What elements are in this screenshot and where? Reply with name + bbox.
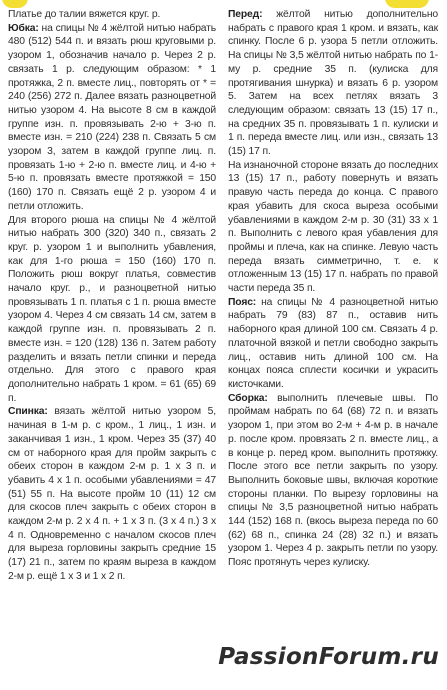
section-heading-front: Перед: [228,9,263,20]
section-heading-skirt: Юбка: [8,22,39,34]
back-section [8,405,216,583]
front-paragraph-1: жёлтой нитью дополнительно набрать с правого края 1 кром. и вязать, как спинку. После 6 р. узора 5 петли отложить. На спицы № 3,5 жёлтой нитью набрать по 1-му р. средние 35 п. (кулиска для протягивания шнурка) и вязать 6 р. узором 5. Затем на всех петлях вязать 3 следующим образом: связать 13 (15) 17 п., на средних 35 п. провязывать 1 п. кулиски и 1 п. переда вместе лиц. или изн., связать 13 (15) 17 п. [228,9,438,158]
section-heading-belt: Пояс: [228,296,257,308]
skirt-paragraph-2: Для второго рюша на спицы № 4 жёлтой нитью набрать 300 (320) 340 п., связать 2 круг. р. узором 1 и выполнить убавления, как для 1-го рюша = 150 (160) 170 п. Положить рюш вокруг платья, совместив начало круг. р., и разноцветной нитью провязывать 1 п. платья с 1 п. рюша вместе узором 4. Через 4 см связать 14 см, затем в каждой группе изн. п. провязывать 2 п. вместе изн. = 120 (128) 136 п. Затем работу разделить и вязать петли спинки и переда отдельно. Для этого с правого края дополнительно набрать 1 кром. = 61 (65) 69 п. [8,214,216,404]
back-paragraph: вязать жёлтой нитью узором 5, начиная в 1-м р. с кром., 1 лиц., 1 изн. и заканчивая 1 изн., 1 кром. Через 35 (37) 40 см от наборного края для пройм закрыть с обеих сторон в каждом 2-м р. 1 х 3 п. и убавить 4 х 1 п. особыми убавлениями = 47 (51) 55 п. На высоте пройм 10 (11) 12 см для скосов плеч закрыть с обеих сторон в каждом 2-м р. 2 х 4 п. + 1 х 3 п. (3 х 4 п.) 3 х 4 п. Одновременно с началом скосов плеч для выреза горловины закрыть средние 15 (17) 21 п., затем по краям выреза в каждом 2-м р. ещё 1 х 3 и 1 х 2 п. [8,406,216,582]
belt-section [228,296,438,392]
front-section [228,8,438,159]
intro-text: Платье до талии вяжется круг. р. [8,9,161,20]
section-heading-assembly: Сборка: [228,392,268,404]
skirt-section [8,22,216,214]
watermark-logo: PassionForum.ru [218,644,439,670]
right-column [222,8,440,690]
front-paragraph-2: На изнаночной стороне вязать до последних 13 (15) 17 п., работу повернуть и вязать правую часть переда до конца. С правого края убавить для скоса выреза особыми убавлениями в каждом 2-м р. 30 (31) 33 х 1 п. Выполнить с левого края убавления для проймы и плеча, как на спинке. Левую часть переда вязать симметрично, т. е. к отложенным 13 (15) 17 п. набрать по правой части переда 35 п. [228,159,438,295]
assembly-paragraph: выполнить плечевые швы. По проймам набрать по 64 (68) 72 п. и вязать узором 1, при этом во 2-м + 4-м р. в начале р. после кром. провязать 2 п. вместе лиц., а в конце р. перед кром. выполнить протяжку. После этого все петли закрыть по узору. Выполнить боковые швы, включая короткие стороны планки. По вырезу горловины на спицы № 3,5 разноцветной нитью набрать 144 (152) 168 п. (вкось выреза переда по 60 (62) 68 п., спинка 24 (28) 32 п.) и вязать узором 1. Через 4 р. закрыть петли по узору. Пояс протянуть через кулиску. [228,392,438,569]
intro-paragraph [8,8,216,22]
section-heading-back: Спинка: [8,406,48,418]
assembly-section [228,392,438,570]
left-column [4,8,222,690]
skirt-paragraph-1: на спицы № 4 жёлтой нитью набрать 480 (512) 544 п. и вязать рюш круговыми р. узором 1, обозначив начало р. Через 2 р. связать 1 р. следующим образом: * 1 протяжка, 2 п. вместе лиц., повторять от * = 240 (256) 272 п. Далее вязать разноцветной нитью узором 4. На высоте 8 см в каждой группе изн. п. провязывать 2-ю + 3-ю п. вместе изн. = 210 (224) 238 п. Связать 5 см узором 3, затем в каждой группе лиц. п. провязать 1-ю + 2-ю п. вместе лиц. и 4-ю + 5-ю п. провязать вместе протяжкой = 150 (160) 170 п. Связать ещё 2 р. узором 4 и петли отложить. [8,22,216,212]
belt-paragraph: на спицы № 4 разноцветной нитью набрать 79 (83) 87 п., оставив нить наборного края длиной 100 см. Связать 4 р. платочной вязкой и петли свободно закрыть лиц., оставив нить длиной 100 см. На концах пояса сплести косички и украсить кисточками. [228,296,438,390]
